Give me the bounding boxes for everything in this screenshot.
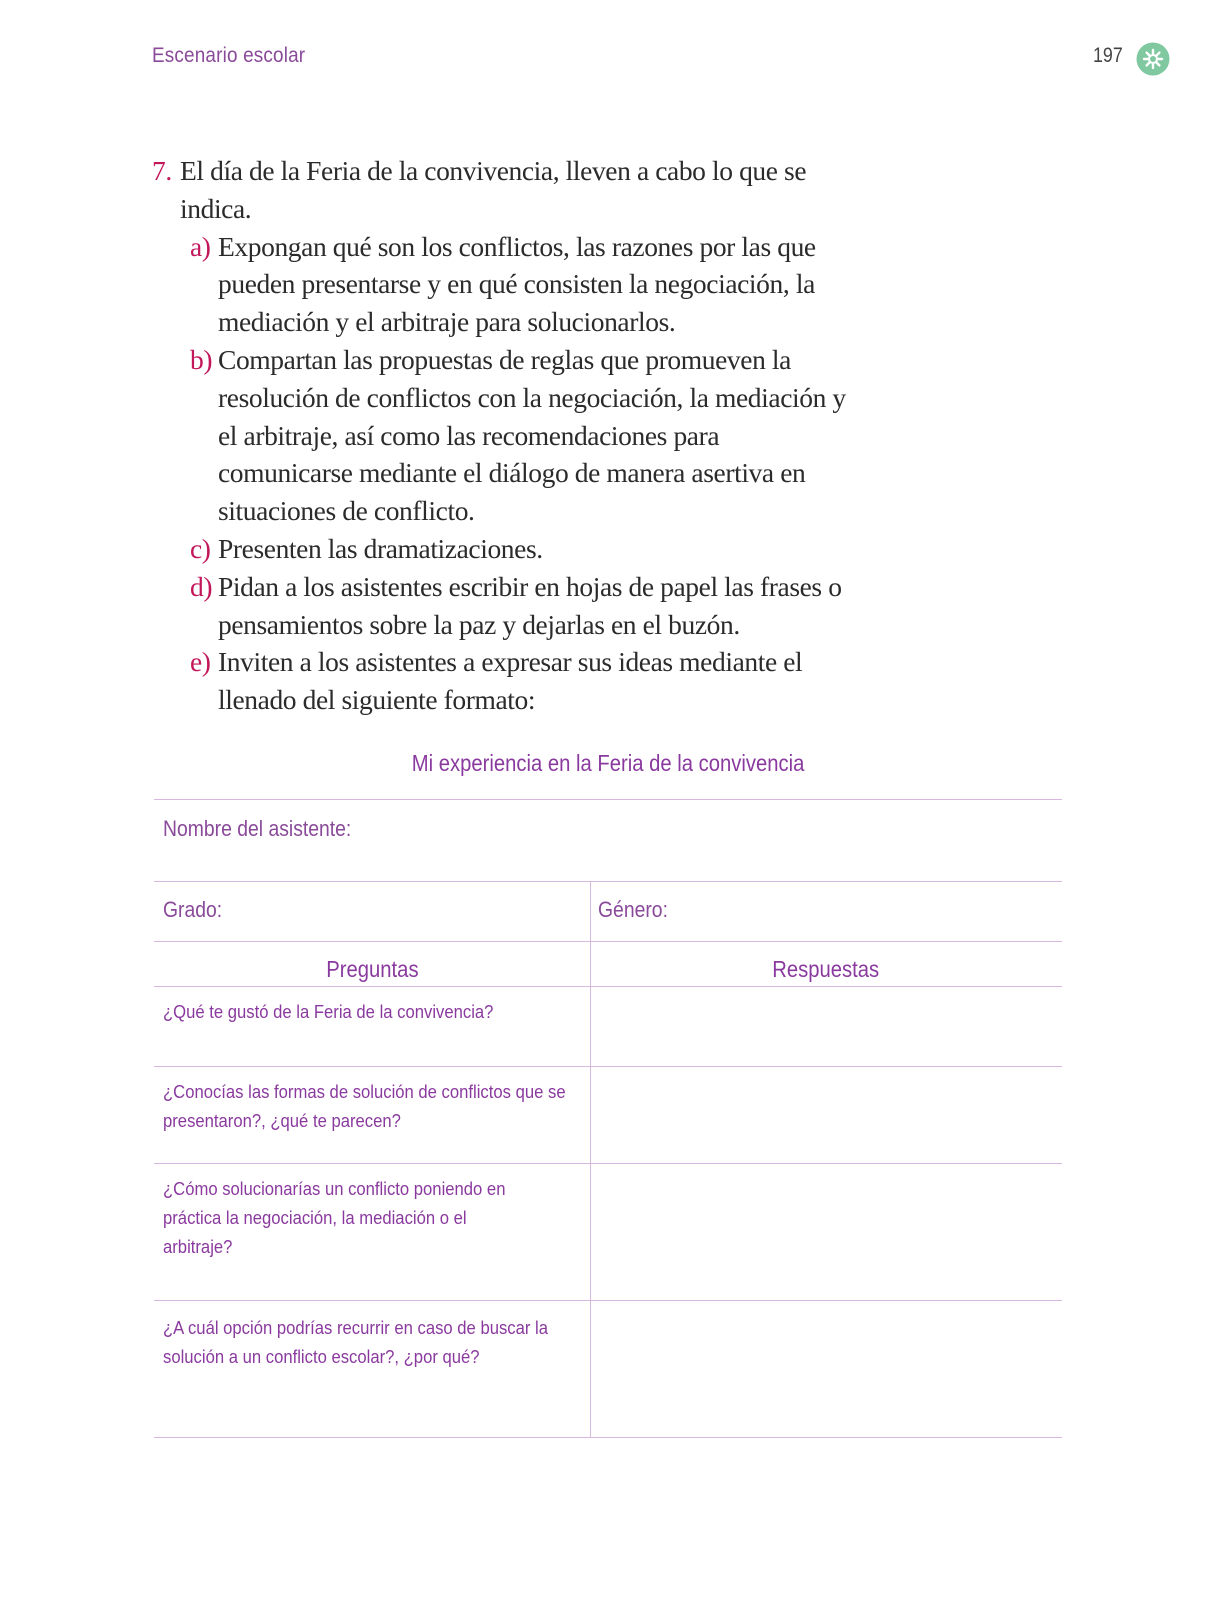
- question-2: ¿Conocías las formas de solución de conflictos que se presentaron?, ¿qué te parecen?: [163, 1081, 566, 1131]
- subitem-letter: b): [190, 343, 213, 375]
- subitem-letter: e): [190, 646, 211, 678]
- answers-column-header: Respuestas: [772, 956, 880, 982]
- grade-label: Grado:: [163, 897, 223, 922]
- subitem-text: Compartan las propuestas de reglas que promueven la resolución de conflictos con la negociación, la mediación y el arbitraje, así como las recomendaciones para comunicarse mediante el diálogo de manera asertiva en situaciones de conflicto.: [218, 343, 846, 527]
- subitem-text: Inviten a los asistentes a expresar sus ideas mediante el llenado del siguiente formato:: [218, 646, 803, 716]
- form-rule: [154, 881, 1062, 882]
- item-number: 7.: [152, 155, 172, 186]
- asterisk-flower-icon: [1136, 42, 1170, 76]
- form-rule: [154, 1163, 1062, 1164]
- activity-item: [152, 152, 852, 228]
- questions-column-header: Preguntas: [325, 956, 419, 982]
- form-bottom-rule: [154, 1437, 1062, 1438]
- answer-field-3[interactable]: [600, 1167, 1060, 1298]
- subitem-letter: c): [190, 532, 211, 564]
- form-top-rule: [154, 799, 1062, 800]
- subitem-text: Pidan a los asistentes escribir en hojas de papel las frases o pensamientos sobre la paz y dejarlas en el buzón.: [218, 570, 842, 640]
- question-4: ¿A cuál opción podrías recurrir en caso de buscar la solución a un conflicto escolar?, ¿por qué?: [163, 1317, 549, 1367]
- subitem-text: Presenten las dramatizaciones.: [218, 532, 543, 564]
- subitem-letter: a): [190, 230, 211, 262]
- subitem-d: [190, 568, 852, 644]
- activity-instructions: [152, 152, 852, 719]
- subitem-b: [190, 341, 852, 530]
- subitem-list: [190, 228, 852, 719]
- section-title: Escenario escolar: [152, 44, 306, 67]
- attendee-name-label: Nombre del asistente:: [163, 816, 352, 841]
- subitem-letter: d): [190, 570, 213, 602]
- column-divider: [590, 881, 591, 1437]
- form-rule: [154, 986, 1062, 987]
- form-title: Mi experiencia en la Feria de la convivencia: [411, 750, 805, 776]
- gender-label: Género:: [598, 897, 668, 922]
- question-3: ¿Cómo solucionarías un conflicto poniendo en práctica la negociación, la mediación o el arbitraje?: [163, 1178, 506, 1257]
- subitem-e: [190, 643, 852, 719]
- form-rule: [154, 1066, 1062, 1067]
- answer-field-4[interactable]: [600, 1304, 1060, 1435]
- page-number: 197: [1093, 44, 1123, 67]
- question-1: ¿Qué te gustó de la Feria de la convivencia?: [163, 1001, 494, 1022]
- answer-field-1[interactable]: [600, 990, 1060, 1064]
- subitem-c: [190, 530, 852, 568]
- activity-text: El día de la Feria de la convivencia, lleven a cabo lo que se indica.: [180, 155, 807, 224]
- form-rule: [154, 1300, 1062, 1301]
- subitem-a: [190, 228, 852, 341]
- answer-field-2[interactable]: [600, 1070, 1060, 1161]
- form-rule: [154, 941, 1062, 942]
- subitem-text: Expongan qué son los conflictos, las razones por las que pueden presentarse y en qué consisten la negociación, la mediación y el arbitraje para solucionarlos.: [218, 230, 816, 338]
